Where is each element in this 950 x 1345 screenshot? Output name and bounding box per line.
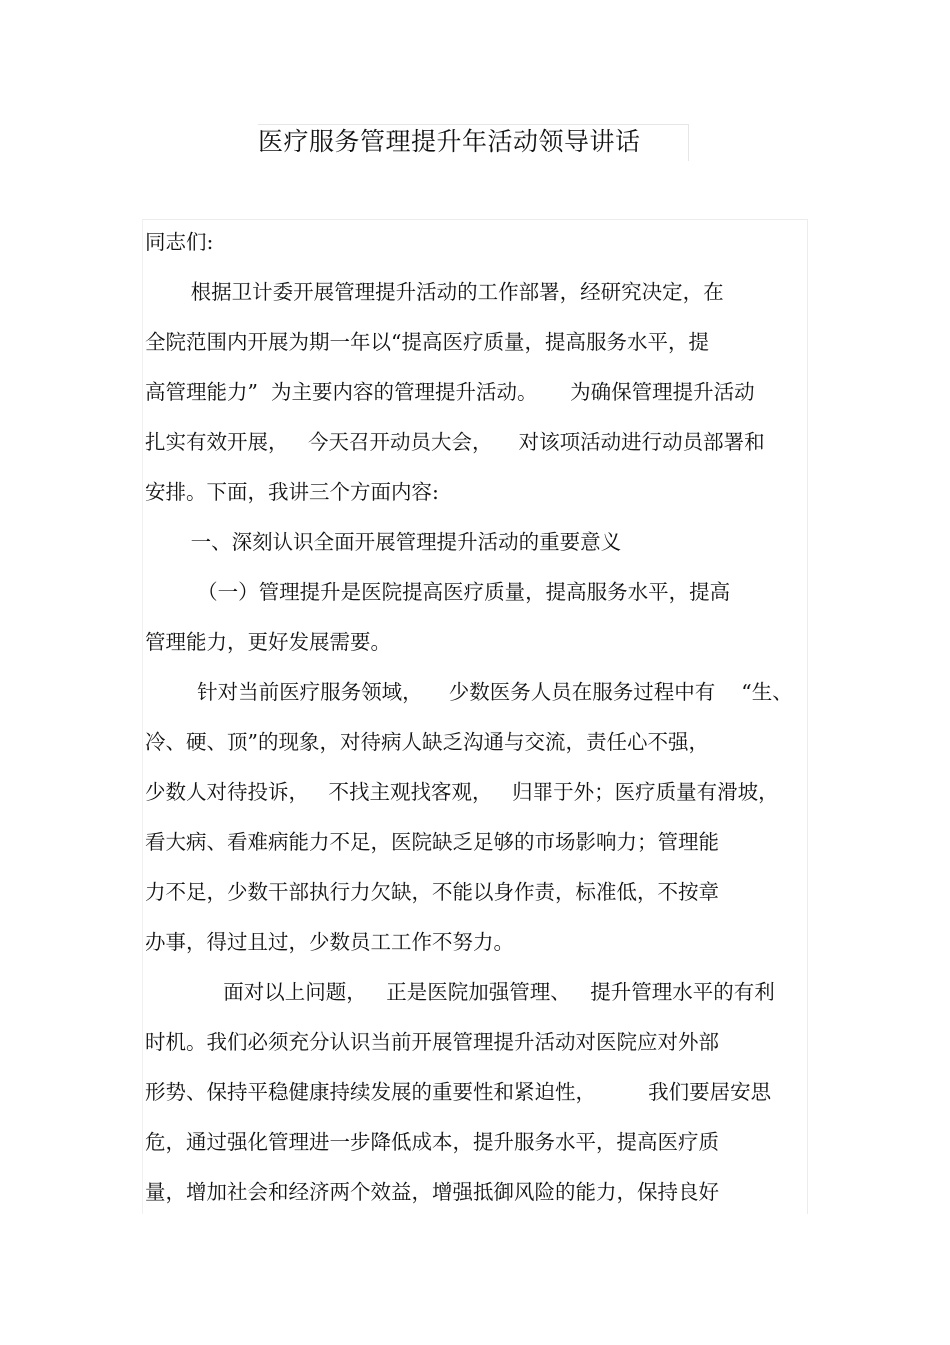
body-line: 管理能力，更好发展需要。 [145,630,391,654]
body-line: 根据卫计委开展管理提升活动的工作部署，经研究决定，在 [145,280,724,304]
title-frame [258,124,689,161]
body-line: 力不足，少数干部执行力欠缺，不能以身作责，标准低，不按章 [145,880,719,904]
body-line: 全院范围内开展为期一年以“提高医疗质量，提高服务水平，提 [145,330,709,354]
body-line: 看大病、看难病能力不足，医院缺乏足够的市场影响力；管理能 [145,830,719,854]
document-body [142,219,808,1214]
body-line: 安排。下面，我讲三个方面内容: [145,480,439,504]
body-line: 同志们: [145,230,214,254]
body-line: 针对当前医疗服务领域， 少数医务人员在服务过程中有 “生、 [145,680,793,704]
body-line: 少数人对待投诉， 不找主观找客观， 归罪于外；医疗质量有滑坡， [145,780,779,804]
body-line: 面对以上问题， 正是医院加强管理、 提升管理水平的有利 [145,980,775,1004]
body-line: 冷、硬、顶”的现象，对待病人缺乏沟通与交流，责任心不强， [145,730,709,754]
body-line: 时机。我们必须充分认识当前开展管理提升活动对医院应对外部 [145,1030,719,1054]
body-line: 高管理能力” 为主要内容的管理提升活动。 为确保管理提升活动 [145,380,755,404]
body-line: 危，通过强化管理进一步降低成本，提升服务水平，提高医疗质 [145,1130,719,1154]
document-title: 医疗服务管理提升年活动领导讲话 [258,127,641,156]
body-line: 量，增加社会和经济两个效益，增强抵御风险的能力，保持良好 [145,1180,719,1204]
body-line: 扎实有效开展， 今天召开动员大会， 对该项活动进行动员部署和 [145,430,765,454]
body-line: 办事，得过且过，少数员工工作不努力。 [145,930,514,954]
subsection-heading: （一）管理提升是医院提高医疗质量，提高服务水平，提高 [145,580,731,604]
body-line: 形势、保持平稳健康持续发展的重要性和紧迫性， 我们要居安思 [145,1080,772,1104]
section-heading: 一、深刻认识全面开展管理提升活动的重要意义 [145,530,622,554]
